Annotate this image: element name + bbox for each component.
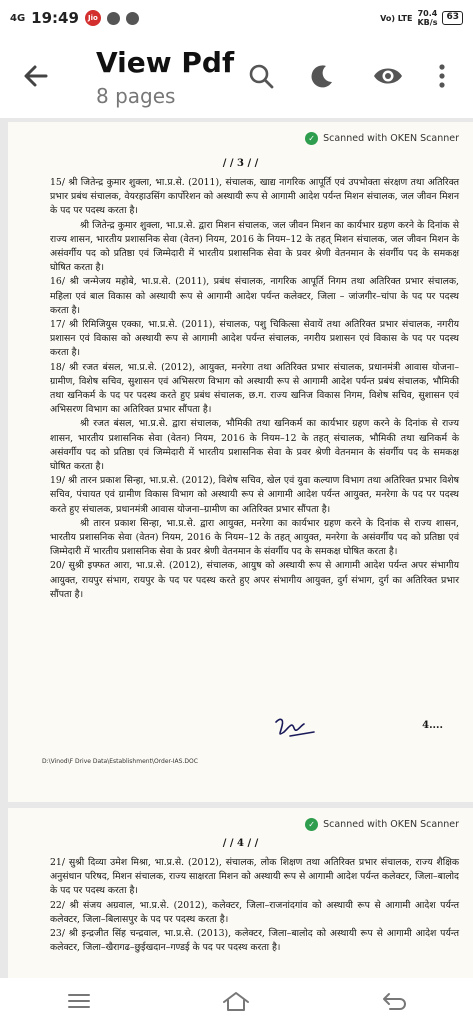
paragraph: श्री जितेन्द्र कुमार शुक्ला, भा.प्र.से. द्वारा मिशन संचालक, जल जीवन मिशन का कार्यभार ग्रहण करने के दिनांक से राज्य शासन, भारतीय प्रशासनिक सेवा (वेतन) नियम, 2016 के नियम–12 के तहत् मिशन संचालक, जल जीवन मिशन के असंवर्गीय पद को प्रतिष्ठा एवं जिम्मेदारी में भारतीय प्रशासनिक सेवा के प्रवर श्रेणी वेतनमान के संवर्गीय पद के समकक्ष घोषित करता है। xyxy=(50,219,459,274)
back-icon[interactable] xyxy=(374,986,414,1016)
document-body xyxy=(50,176,459,602)
paragraph: श्री तारन प्रकाश सिन्हा, भा.प्र.से. द्वारा आयुक्त, मनरेगा का कार्यभार ग्रहण करने के दिनांक से राज्य शासन, भारतीय प्रशासनिक सेवा (वेतन) नियम, 2016 के नियम–12 के तहत् आयुक्त, मनरेगा के असंवर्गीय पद को प्रतिष्ठा एवं जिम्मेदारी में भारतीय प्रशासनिक सेवा के प्रवर श्रेणी वेतनमान के संवर्गीय पद के समकक्ष घोषित करता है। xyxy=(50,517,459,558)
scan-watermark xyxy=(305,132,459,145)
back-arrow-icon[interactable] xyxy=(18,58,54,94)
scan-badge-text: Scanned with OKEN Scanner xyxy=(323,133,459,144)
continuation-marker: 4.... xyxy=(422,720,443,731)
status-bar xyxy=(0,0,473,36)
search-icon[interactable] xyxy=(243,58,279,94)
page-number: / / 3 / / xyxy=(222,158,259,169)
paragraph: 22/ श्री संजय अग्रवाल, भा.प्र.से. (2012), कलेक्टर, जिला–राजनांदगांव को अस्थायी रूप से आगामी आदेश पर्यन्त कलेक्टर, जिला–बिलासपुर के पद पर पदस्थ करता है। xyxy=(50,899,459,925)
recent-apps-icon[interactable] xyxy=(59,986,99,1016)
jio-icon: Jio xyxy=(85,10,101,26)
network-speed xyxy=(417,9,437,27)
eye-icon[interactable] xyxy=(370,58,406,94)
night-mode-icon[interactable] xyxy=(304,58,340,94)
paragraph: 17/ श्री रिमिजियुस एक्का, भा.प्र.से. (2011), संचालक, पशु चिकित्सा सेवायें तथा अतिरिक्त प्रभार संचालक, नगरीय प्रशासन एवं विकास को अस्थायी रूप से आगामी आदेश पर्यन्त संचालक, नगरीय प्रशासन एवं विकास के पद पर पदस्थ करता है। xyxy=(50,319,459,359)
oken-logo-icon: ✓ xyxy=(305,818,318,831)
paragraph: 18/ श्री रजत बंसल, भा.प्र.से. (2012), आयुक्त, मनरेगा तथा अतिरिक्त प्रभार संचालक, प्रधानमंत्री आवास योजना–ग्रामीण, विशेष सचिव, सुशासन एवं अभिसरण विभाग को अस्थायी रूप से आगामी आदेश पर्यन्त प्रबंध संचालक, भौमिकी तथा खनिकर्म के पद पर पदस्थ करते हुए प्रबंध संचालक, छ.ग. राज्य खनिज विकास निगम, विशेष सचिव, सुशासन एवं अभिसरण विभाग का अतिरिक्त प्रभार सौंपता है। xyxy=(50,361,459,416)
scan-badge-text: Scanned with OKEN Scanner xyxy=(323,819,459,830)
pdf-page xyxy=(8,122,473,802)
pdf-viewer[interactable] xyxy=(0,118,473,978)
page-title: View Pdf xyxy=(96,46,235,79)
paragraph: श्री रजत बंसल, भा.प्र.से. द्वारा संचालक, भौमिकी तथा खनिकर्म का कार्यभार ग्रहण करने के दिनांक से राज्य शासन, भारतीय प्रशासनिक सेवा (वेतन) नियम, 2016 के नियम–12 के तहत् संचालक, भौमिकी तथा खनिकर्म के असंवर्गीय पद को प्रतिष्ठा एवं जिम्मेदारी में भारतीय प्रशासनिक सेवा के प्रवर श्रेणी वेतनमान के संवर्गीय पद के समकक्ष घोषित करता है। xyxy=(50,418,459,473)
scan-watermark xyxy=(305,818,459,831)
paragraph: 20/ सुश्री इफ्फत आरा, भा.प्र.से. (2012), संचालक, आयुष को अस्थायी रूप से आगामी आदेश पर्यन्त अपर संभागीय आयुक्त, रायपुर संभाग, रायपुर के पद पर पदस्थ करते हुए अपर संभागीय आयुक्त, दुर्ग संभाग, दुर्ग का अतिरिक्त प्रभार सौंपता है। xyxy=(50,560,459,600)
paragraph: 19/ श्री तारन प्रकाश सिन्हा, भा.प्र.से. (2012), विशेष सचिव, खेल एवं युवा कल्याण विभाग तथा अतिरिक्त प्रभार विशेष सचिव, पंचायत एवं ग्रामीण विकास विभाग को अस्थायी रूप से आगामी आदेश पर्यन्त आयुक्त, मनरेगा के पद पर पदस्थ करते हुए संचालक, प्रधानमंत्री आवास योजना–ग्रामीण का अतिरिक्त प्रभार सौंपता है। xyxy=(50,475,459,515)
paragraph: 23/ श्री इन्द्रजीत सिंह चन्द्रवाल, भा.प्र.से. (2013), कलेक्टर, जिला–बालोद को अस्थायी रूप से आगामी आदेश पर्यन्त कलेक्टर, जिला–खैरागढ–छुईखदान–गण्डई के पद पर पदस्थ करता है। xyxy=(50,928,459,954)
document-body xyxy=(50,856,459,955)
speed-value: 70.4 xyxy=(417,9,438,18)
file-path: D:\Vinod\F Drive Data\Establishment\Order-IAS.DOC xyxy=(42,758,198,765)
page-count: 8 pages xyxy=(96,84,176,108)
home-icon[interactable] xyxy=(216,986,256,1016)
paragraph: 16/ श्री जन्मेजय महोबे, भा.प्र.से. (2011), प्रबंध संचालक, नागरिक आपूर्ति निगम तथा अतिरिक्त प्रभार संचालक, महिला एवं बाल विकास को अस्थायी रूप से आगामी आदेश पर्यन्त कलेक्टर, जिला – जांजगीर–चांपा के पद पर पदस्थ करता है। xyxy=(50,276,459,316)
clock: 19:49 xyxy=(31,9,79,27)
app-bar xyxy=(0,36,473,114)
navigation-bar xyxy=(0,978,473,1024)
pdf-page xyxy=(8,808,473,978)
signal-indicator: 4G xyxy=(10,12,26,24)
volte-indicator: Vo) LTE xyxy=(380,13,413,23)
speed-unit: KB/s xyxy=(417,18,438,27)
notification-icon xyxy=(107,12,120,25)
oken-logo-icon: ✓ xyxy=(305,132,318,145)
whatsapp-icon xyxy=(126,12,139,25)
paragraph: 21/ सुश्री दिव्या उमेश मिश्रा, भा.प्र.से. (2012), संचालक, लोक शिक्षण तथा अतिरिक्त प्रभार संचालक, राज्य शैक्षिक अनुसंधान परिषद, मिशन संचालक, राज्य साक्षरता मिशन को अस्थायी रूप से आगामी आदेश पर्यन्त कलेक्टर, जिला–बालोद के पद पर पदस्थ करता है। xyxy=(50,857,459,897)
signature xyxy=(270,712,320,742)
page-number: / / 4 / / xyxy=(222,838,259,849)
paragraph: 15/ श्री जितेन्द्र कुमार शुक्ला, भा.प्र.से. (2011), संचालक, खाद्य नागरिक आपूर्ति एवं उपभोक्ता संरक्षण तथा अतिरिक्त प्रभार प्रबंध संचालक, वेयरहाउसिंग कार्पोरेशन को अस्थायी रूप से आगामी आदेश पर्यन्त मिशन संचालक, जल जीवन मिशन के पद पर पदस्थ करता है। xyxy=(50,177,459,217)
more-vertical-icon[interactable] xyxy=(424,58,460,94)
battery-icon: 63 xyxy=(442,11,463,25)
